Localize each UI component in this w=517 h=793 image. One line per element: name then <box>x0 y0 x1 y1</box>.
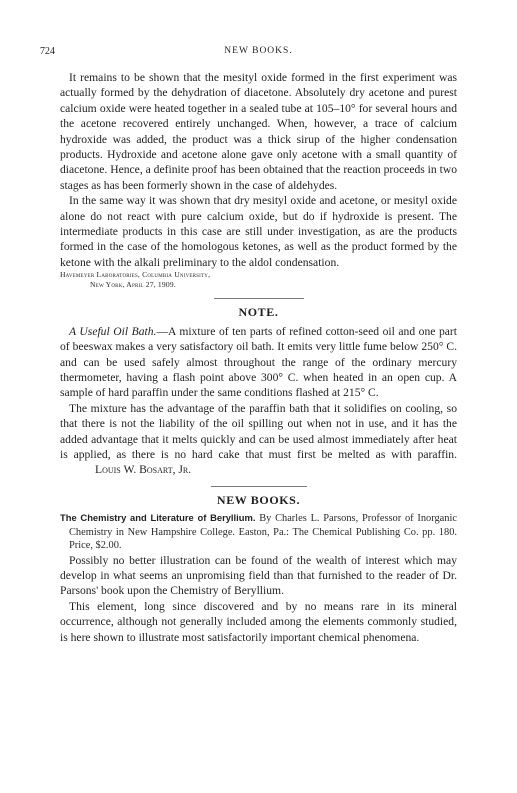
article-paragraph-2: In the same way it was shown that dry mesityl oxide and acetone, or mesityl oxide alone do not react with pure calcium oxide, but do if hydroxide is present. The intermediate products in this case are still under investigation, as are the products formed in the case of the homologous ketones, as well as the product formed by the ketone with the alkali preliminary to the aldol condensation. <box>60 194 457 269</box>
section-divider <box>211 486 307 487</box>
review-paragraph-2: This element, long since discovered and by no means rare in its mineral occurrence, although not generally included among the elements commonly studied, is here shown to illustrate most satisfactorily important chemical phenomena. <box>60 599 457 644</box>
author-signature: Louis W. Bosart, Jr. <box>95 463 192 477</box>
new-books-heading: NEW BOOKS. <box>216 492 301 507</box>
note-paragraph-2-text: The mixture has the advantage of the paraffin bath that it solidifies on cooling, so that there is not the liability of the oil spilling out when not in use, and it has the added advantage that it melts quickly and can be used almost immediately after heat is applied, as there is no hard cake that must first be melted as with paraffin. <box>60 401 457 461</box>
page-body <box>60 70 457 645</box>
review-byline: By Charles L. Parsons, Professor of Inorganic Chemistry in New Hampshire College. Easton, Pa.: The Chemical Publishing Co. pp. 180. Price, $2.00. <box>69 513 457 552</box>
affiliation-line-1: Havemeyer Laboratories, Columbia University, <box>60 270 211 280</box>
note-paragraph-1-text: —A mixture of ten parts of refined cotton-seed oil and one part of beeswax makes a very satisfactory oil bath. It emits very little fume below 250° C. and can be used safely almost throughout the range of the ordinary mercury thermometer, having a flash point above 300° C. when heated in an open cup. A sample of hard paraffin under the same conditions flashed at 215° C. <box>60 324 458 400</box>
review-header <box>60 511 457 553</box>
article-paragraph-1: It remains to be shown that the mesityl oxide formed in the first experiment was actually formed by the dehydration of diacetone. Absolutely dry acetone and purest calcium oxide were heated together in a sealed tube at 105–10° for several hours and the acetone recovered entirely unchanged. When, however, a trace of calcium hydroxide was added, the product was a thick sirup of the higher condensation products. Hydroxide and acetone alone gave only acetone with a small quantity of diacetone. Hence, a definite proof has been obtained that the reaction proceeds in two stages as has been formerly shown in the case of aldehydes. <box>60 71 457 192</box>
page-number: 724 <box>40 46 55 57</box>
note-title: A Useful Oil Bath. <box>69 324 157 338</box>
note-paragraph-2 <box>60 401 457 478</box>
section-divider <box>214 298 304 299</box>
note-paragraph-1 <box>60 324 457 401</box>
note-heading: NOTE. <box>238 305 279 320</box>
running-title: NEW BOOKS. <box>224 46 293 56</box>
page-header <box>40 46 477 60</box>
review-paragraph-1: Possibly no better illustration can be found of the wealth of interest which may develop in what seems an unpromising field than that furnished to the reader of Dr. Parsons' book upon the Chemistry of Beryllium. <box>60 553 457 598</box>
review-book-title: The Chemistry and Literature of Beryllium. <box>60 512 256 524</box>
affiliation-line-2: New York, April 27, 1909. <box>90 280 176 290</box>
